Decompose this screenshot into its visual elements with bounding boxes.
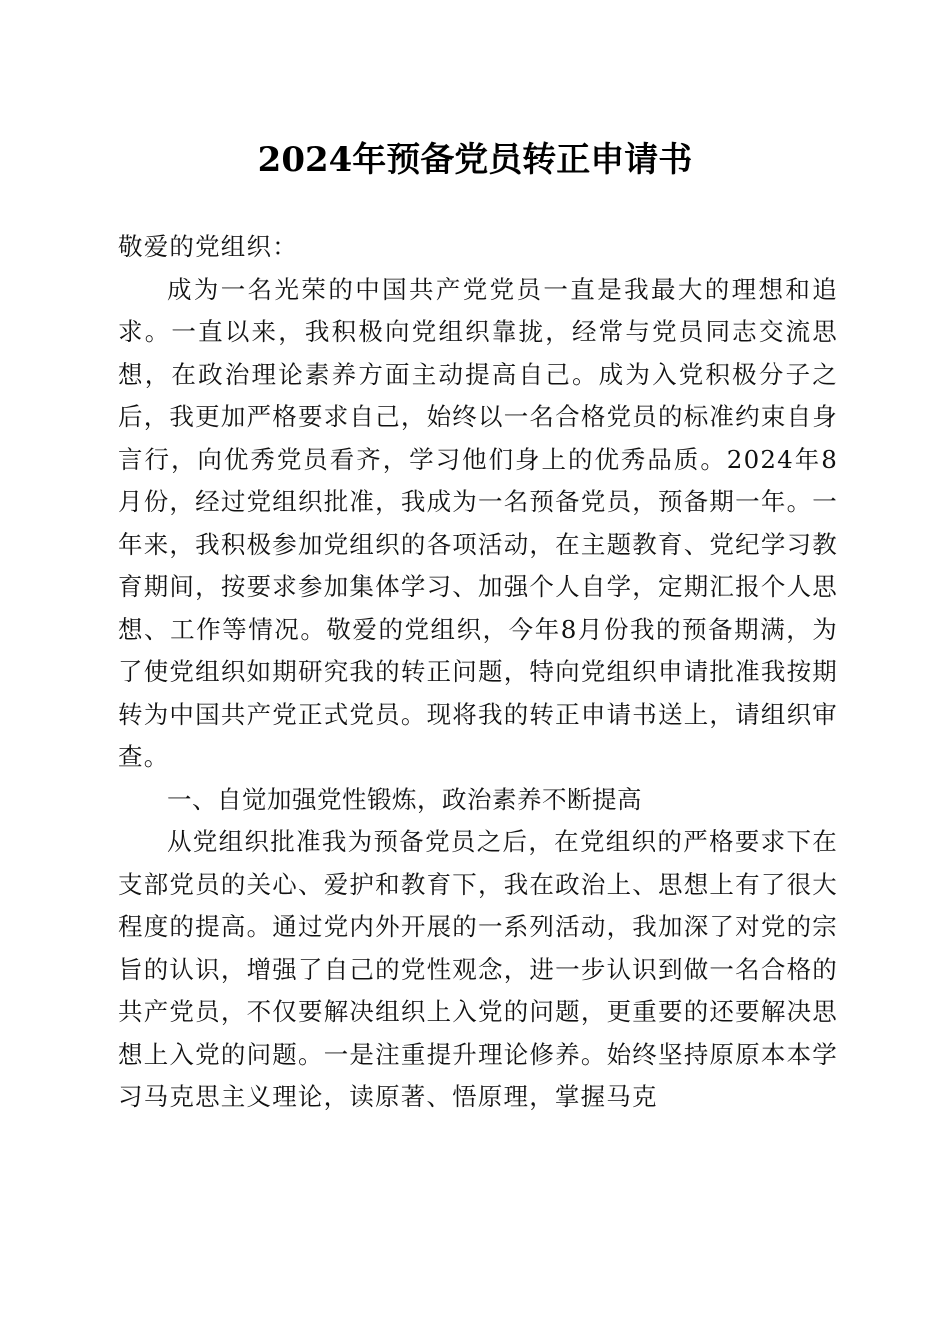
section-paragraph: 从党组织批准我为预备党员之后，在党组织的严格要求下在支部党员的关心、爱护和教育下，我在政治上、思想上有了很大程度的提高。通过党内外开展的一系列活动，我加深了对党的宗旨的认识，增强了自己的党性观念，进一步认识到做一名合格的共产党员，不仅要解决组织上入党的问题，更重要的还要解决思想上入党的问题。一是注重提升理论修养。始终坚持原原本本学习马克思主义理论，读原著、悟原理，掌握马克 (118, 827, 838, 1111)
document-body (118, 226, 838, 1119)
salutation: 敬爱的党组织： (118, 232, 298, 261)
document-title: 2024年预备党员转正申请书 (257, 140, 693, 180)
intro-paragraph: 成为一名光荣的中国共产党党员一直是我最大的理想和追求。一直以来，我积极向党组织靠拢，经常与党员同志交流思想，在政治理论素养方面主动提高自己。成为入党积极分子之后，我更加严格要求自己，始终以一名合格党员的标准约束自身言行，向优秀党员看齐，学习他们身上的优秀品质。2024年8月份，经过党组织批准，我成为一名预备党员，预备期一年。一年来，我积极参加党组织的各项活动，在主题教育、党纪学习教育期间，按要求参加集体学习、加强个人自学，定期汇报个人思想、工作等情况。敬爱的党组织，今年8月份我的预备期满，为了使党组织如期研究我的转正问题，特向党组织申请批准我按期转为中国共产党正式党员。现将我的转正申请书送上，请组织审查。 (118, 274, 838, 771)
section-heading: 一、自觉加强党性锻炼，政治素养不断提高 (167, 784, 642, 814)
